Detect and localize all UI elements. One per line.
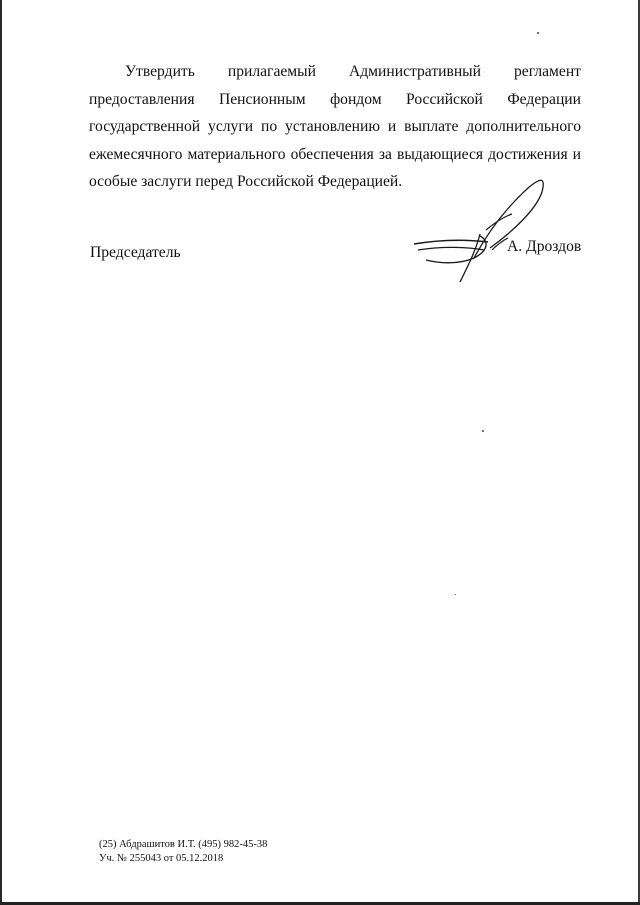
- scan-speck: [482, 430, 484, 432]
- document-footer: [99, 838, 267, 866]
- signatory-title: Председатель: [90, 244, 181, 261]
- scan-speck: [455, 594, 456, 595]
- approval-paragraph: Утвердить прилагаемый Административный регламент предоставления Пенсионным фондом Российской Федерации государственной услуги по установлению и выплате дополнительного ежемесячного материального обеспечения за выдающиеся достижения и особые заслуги перед Российской Федерацией.: [89, 63, 581, 190]
- handwritten-signature: [408, 170, 558, 288]
- signatory-name: А. Дроздов: [507, 238, 582, 255]
- scan-edge-left: [0, 0, 2, 905]
- registration-number: Уч. № 255043 от 05.12.2018: [99, 853, 224, 864]
- scan-speck: [537, 32, 539, 34]
- executor-contact: (25) Абдрашитов И.Т. (495) 982-45-38: [99, 839, 268, 850]
